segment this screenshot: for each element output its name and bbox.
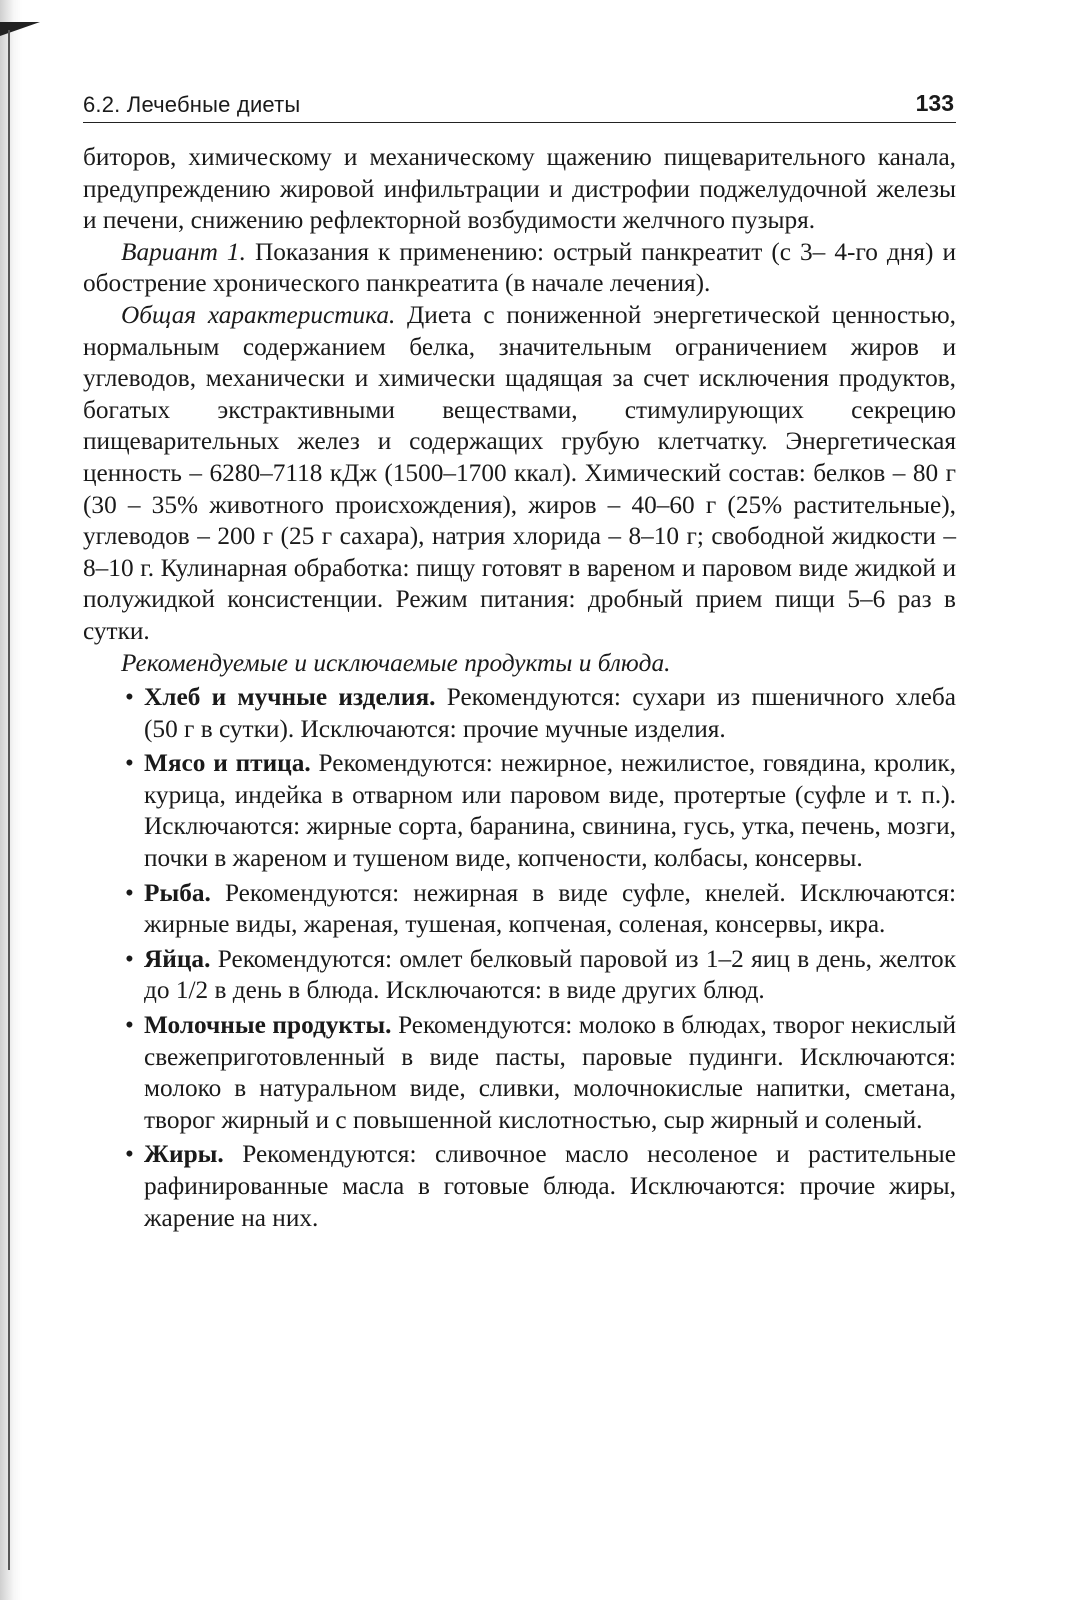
item-title: Яйца. xyxy=(144,944,211,973)
page-number: 133 xyxy=(915,90,954,116)
product-list xyxy=(83,682,956,1234)
general-label: Общая характеристика. xyxy=(121,300,396,329)
general-text: Диета с пониженной энергетической ценностью, нормальным содержанием белка, значительным ограничением жиров и углеводов, механически и химически щадящая за счет исключения продуктов, богатых экстрактивными веществами, стимулирующих секрецию пищеварительных желез и содержащих грубую клетчатку. Энергетическая ценность – 6280–7118 кДж (1500–1700 ккал). Химический состав: белков – 80 г (30 – 35% животного происхождения), жиров – 40–60 г (25% растительные), углеводов – 200 г (25 г сахара), натрия хлорида – 8–10 г; свободной жидкости – 8–10 г. Кулинарная обработка: пищу готовят в вареном и паровом виде жидкой и полужидкой консистенции. Режим питания: дробный прием пищи 5–6 раз в сутки. xyxy=(83,300,956,645)
scan-corner-mark xyxy=(0,22,40,36)
item-title: Жиры. xyxy=(144,1140,224,1169)
book-spine-line xyxy=(8,30,10,1570)
list-item-eggs xyxy=(83,944,956,1007)
bullet-icon: • xyxy=(125,1140,134,1169)
bullet-icon: • xyxy=(125,683,134,712)
item-text: Рекомендуются: омлет белковый паровой из 1–2 яиц в день, желток до 1/2 в день в блюда. Исключаются: в виде других блюд. xyxy=(144,944,956,1005)
list-item-meat xyxy=(83,748,956,874)
bullet-icon: • xyxy=(125,749,134,778)
list-item-fish xyxy=(83,878,956,941)
item-title: Мясо и птица. xyxy=(144,749,311,778)
paragraph-continuation: биторов, химическому и механическому щажению пищеварительного канала, предупреждению жировой инфильтрации и дистрофии поджелудочной железы и печени, снижению рефлекторной возбудимости желчного пузыря. xyxy=(83,143,956,235)
bullet-icon: • xyxy=(125,1011,134,1040)
products-heading: Рекомендуемые и исключаемые продукты и блюда. xyxy=(121,648,671,677)
page-body xyxy=(83,142,956,1234)
paragraph-variant xyxy=(83,237,956,300)
bullet-icon: • xyxy=(125,944,134,973)
item-text: Рекомендуются: нежирная в виде суфле, кнелей. Исключаются: жирные виды, жареная, тушеная, копченая, соленая, консервы, икра. xyxy=(144,878,956,939)
variant-label: Вариант 1. xyxy=(121,237,246,266)
section-title: 6.2. Лечебные диеты xyxy=(83,92,301,117)
item-text: Рекомендуются: сухари из пшеничного хлеба (50 г в сутки). Исключаются: прочие мучные изделия. xyxy=(144,683,956,743)
variant-text: Показания к применению: острый панкреатит (с 3– 4-го дня) и обострение хронического панкреатита (в начале лечения). xyxy=(83,237,956,298)
item-text: Рекомендуются: молоко в блюдах, творог некислый свежеприготовленный в виде пасты, паровые пудинги. Исключаются: молоко в натуральном виде, сливки, молочнокислые напитки, сметана, творог жирный и с повышенной кислотностью, сыр жирный и соленый. xyxy=(144,1011,956,1134)
bullet-icon: • xyxy=(125,878,134,907)
item-title: Хлеб и мучные изделия. xyxy=(144,683,436,712)
list-item-bread xyxy=(83,682,956,745)
item-title: Рыба. xyxy=(144,878,211,907)
scan-edge-shadow xyxy=(0,0,22,1600)
list-item-dairy xyxy=(83,1010,956,1136)
item-text: Рекомендуются: сливочное масло несоленое и растительные рафинированные масла в готовые блюда. Исключаются: прочие жиры, жарение на них. xyxy=(144,1140,956,1232)
item-title: Молочные продукты. xyxy=(144,1011,392,1040)
running-header xyxy=(83,88,956,123)
list-item-fats xyxy=(83,1139,956,1234)
paragraph-general-characteristics xyxy=(83,300,956,648)
item-text: Рекомендуются: нежирное, нежилистое, говядина, кролик, курица, индейка в отварном или паровом виде, протертые (суфле и т. п.). Исключаются: жирные сорта, баранина, свинина, гусь, утка, печень, мозги, почки в жареном и тушеном виде, копчености, колбасы, консервы. xyxy=(144,749,956,873)
